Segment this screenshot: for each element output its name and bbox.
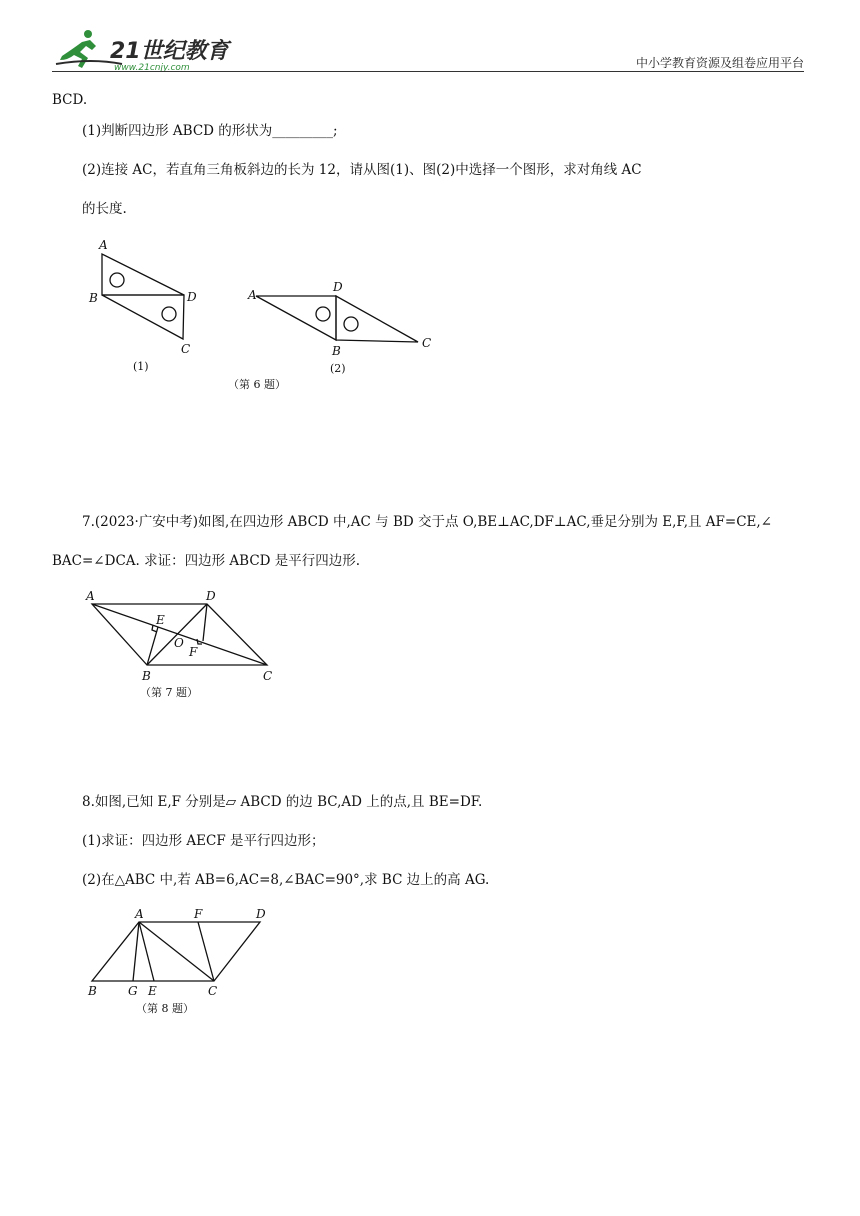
svg-text:A: A [99,238,108,252]
svg-text:B: B [89,291,98,305]
svg-text:www.21cnjy.com: www.21cnjy.com [114,63,190,72]
svg-text:21世纪教育: 21世纪教育 [110,39,229,64]
svg-text:A: A [135,907,144,921]
svg-text:A: A [248,288,257,302]
page-header [52,28,804,74]
svg-text:(2): (2) [330,362,346,375]
q6-figure [80,236,450,396]
svg-text:C: C [422,336,432,350]
q6-continuation: BCD. [52,92,88,108]
svg-text:F: F [189,645,198,659]
q7-figure [80,586,280,702]
svg-text:A: A [86,589,95,603]
svg-text:E: E [156,613,165,627]
q6-part2-cont: 的长度. [82,201,127,217]
q8-figure [80,904,280,1020]
svg-text:B: B [332,344,341,358]
svg-text:（第 7 题）: （第 7 题） [140,686,198,699]
svg-text:（第 6 题）: （第 6 题） [228,378,286,391]
svg-text:C: C [181,342,191,356]
header-platform-text: 中小学教育资源及组卷应用平台 [635,56,804,70]
svg-text:C: C [263,669,273,683]
svg-text:B: B [142,669,151,683]
q7-line1: 7.(2023·广安中考)如图,在四边形 ABCD 中,AC 与 BD 交于点 O,BE⊥AC,DF⊥AC,垂足分别为 E,F,且 AF=CE,∠ [82,514,772,530]
svg-text:D: D [256,907,266,921]
q6-part1: (1)判断四边形 ABCD 的形状为_________; [82,123,338,139]
q8-line1: 8.如图,已知 E,F 分别是▱ ABCD 的边 BC,AD 上的点,且 BE=DF. [82,794,483,810]
svg-text:（第 8 题）: （第 8 题） [136,1002,194,1015]
svg-text:D: D [187,290,197,304]
svg-text:B: B [88,984,97,998]
svg-text:C: C [208,984,218,998]
q8-part1: (1)求证：四边形 AECF 是平行四边形； [82,833,325,849]
q7-line2: BAC=∠DCA. 求证：四边形 ABCD 是平行四边形. [52,553,361,569]
q6-part2: (2)连接 AC，若直角三角板斜边的长为 12，请从图(1)、图(2)中选择一个图形，求对角线 AC [82,162,642,178]
svg-text:F: F [194,907,203,921]
svg-text:(1): (1) [133,360,149,373]
svg-text:O: O [174,636,184,650]
q8-part2: (2)在△ABC 中,若 AB=6,AC=8,∠BAC=90°,求 BC 边上的高 AG. [82,872,490,888]
svg-text:E: E [148,984,157,998]
logo-21cnjy [52,28,292,72]
svg-text:D: D [206,589,216,603]
svg-text:G: G [128,984,138,998]
header-divider [52,71,804,72]
svg-text:D: D [333,280,343,294]
